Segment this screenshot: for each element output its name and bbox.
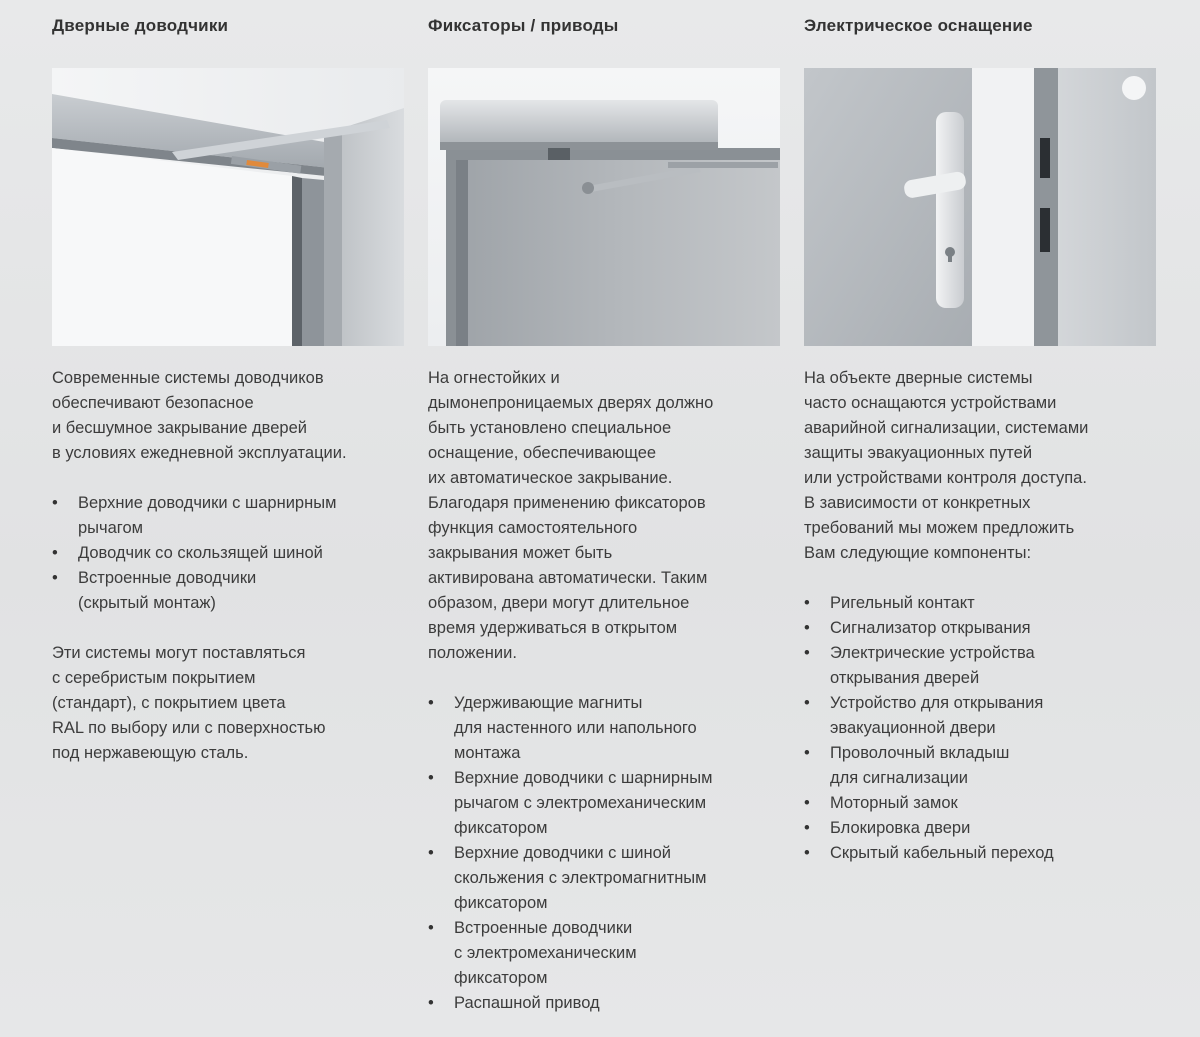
door-electric-equipment-photo bbox=[804, 68, 1156, 346]
list-item: • Верхние доводчики с шарнирным рычагом с электромеханическим фиксатором bbox=[428, 766, 788, 841]
outro-paragraph: Эти системы могут поставляться с серебристым покрытием (стандарт), с покрытием цвета RAL по выбору или с поверхностью под нержавеющую сталь. bbox=[52, 644, 326, 762]
feature-list bbox=[804, 591, 1164, 866]
door-hold-open-drive-photo bbox=[428, 68, 780, 346]
intro-paragraph: На объекте дверные системы часто оснащаются устройствами аварийной сигнализации, системами защиты эвакуационных путей или устройствами контроля доступа. В зависимости от конкретных требований мы можем предложить Вам следующие компоненты: bbox=[804, 369, 1089, 562]
list-item: • Проволочный вкладыш для сигнализации bbox=[804, 741, 1164, 791]
list-item: • Блокировка двери bbox=[804, 816, 1164, 841]
door-closer-photo bbox=[52, 68, 404, 346]
column-text bbox=[52, 366, 412, 766]
list-item: • Удерживающие магниты для настенного или напольного монтажа bbox=[428, 691, 788, 766]
list-item: • Встроенные доводчики (скрытый монтаж) bbox=[52, 566, 412, 616]
column-title: Дверные доводчики bbox=[52, 16, 229, 35]
list-item: • Верхние доводчики с шарнирным рычагом bbox=[52, 491, 412, 541]
list-item: • Ригельный контакт bbox=[804, 591, 1164, 616]
feature-list bbox=[428, 691, 788, 1016]
list-item: • Доводчик со скользящей шиной bbox=[52, 541, 412, 566]
column-text bbox=[804, 366, 1164, 866]
list-item: • Распашной привод bbox=[428, 991, 788, 1016]
list-item: • Устройство для открывания эвакуационной двери bbox=[804, 691, 1164, 741]
list-item: • Скрытый кабельный переход bbox=[804, 841, 1164, 866]
feature-list bbox=[52, 491, 412, 616]
list-item: • Сигнализатор открывания bbox=[804, 616, 1164, 641]
column-title: Фиксаторы / приводы bbox=[428, 16, 619, 35]
list-item: • Моторный замок bbox=[804, 791, 1164, 816]
intro-paragraph: Современные системы доводчиков обеспечивают безопасное и бесшумное закрывание дверей в условиях ежедневной эксплуатации. bbox=[52, 369, 347, 462]
list-item: • Электрические устройства открывания дверей bbox=[804, 641, 1164, 691]
column-text bbox=[428, 366, 788, 1016]
intro-paragraph: На огнестойких и дымонепроницаемых дверях должно быть установлено специальное оснащение, обеспечивающее их автоматическое закрывание. Благодаря применению фиксаторов функция самостоятельного закрывания может быть активирована автоматически. Таким образом, двери могут длительное время удерживаться в открытом положении. bbox=[428, 369, 714, 662]
column-title: Электрическое оснащение bbox=[804, 16, 1033, 35]
list-item: • Встроенные доводчики с электромеханическим фиксатором bbox=[428, 916, 788, 991]
list-item: • Верхние доводчики с шиной скольжения с электромагнитным фиксатором bbox=[428, 841, 788, 916]
